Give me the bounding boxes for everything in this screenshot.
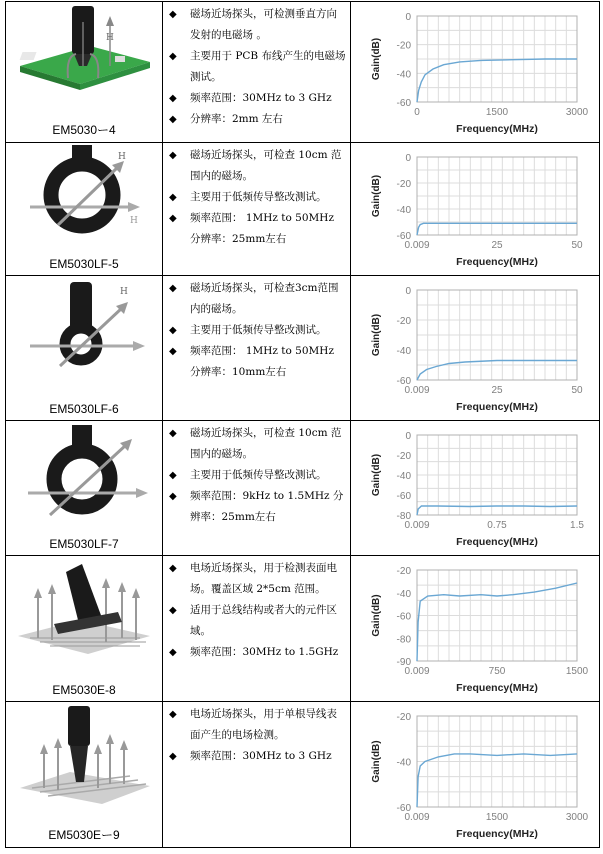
probe-image-cell [6, 702, 163, 848]
y-tick-label: -20 [396, 316, 411, 327]
table-row [6, 143, 600, 276]
list-item: ◆ 主要用于 PCB 布线产生的电磁场测试。 [163, 46, 350, 88]
x-axis-label: Frequency(MHz) [456, 682, 538, 694]
y-tick-label: -20 [396, 566, 411, 577]
table-row [6, 556, 600, 702]
diamond-bullet-icon: ◆ [169, 709, 177, 720]
x-tick-label: 0.75 [487, 520, 507, 531]
x-tick-label: 3000 [565, 107, 589, 118]
gain-chart [353, 145, 597, 273]
list-item: ◆ 适用于总线结构或者大的元件区域。 [163, 600, 350, 642]
list-item: ◆ 频率范围：30MHz to 3 GHz [163, 88, 350, 109]
diamond-bullet-icon: ◆ [169, 150, 177, 161]
y-axis-label: Gain(dB) [371, 740, 382, 783]
gain-chart [353, 558, 597, 699]
diamond-bullet-icon: ◆ [169, 751, 177, 762]
list-item: ◆ 主要用于低频传导整改测试。 [163, 187, 350, 208]
y-tick-label: -40 [396, 588, 411, 600]
x-tick-label: 0.009 [404, 240, 430, 251]
chart-cell [351, 2, 600, 143]
diamond-bullet-icon: ◆ [169, 114, 177, 125]
y-tick-label: -80 [396, 634, 411, 646]
x-axis-label: Frequency(MHz) [456, 536, 538, 548]
description-cell [163, 2, 351, 143]
x-tick-label: 1500 [485, 107, 509, 118]
y-tick-label: -60 [396, 376, 411, 387]
description-cell [163, 276, 351, 421]
x-tick-label: 1500 [565, 666, 589, 677]
y-tick-label: 0 [405, 431, 411, 442]
loop-probe-illustration [10, 145, 158, 245]
list-item: ◆ 频率范围： 1MHz to 50MHz 分辨率：10mm左右 [163, 341, 350, 383]
list-item: ◆ 分辨率：2mm 左右 [163, 109, 350, 130]
model-name: EM5030Eー9 [48, 828, 120, 842]
gain-chart [353, 704, 597, 845]
gain-series-line [417, 59, 577, 102]
diamond-bullet-icon: ◆ [169, 346, 177, 357]
list-item: ◆ 频率范围：30MHz to 1.5GHz [163, 642, 350, 663]
description-cell [163, 143, 351, 276]
y-tick-label: -40 [396, 471, 411, 482]
list-item: ◆ 主要用于低频传导整改测试。 [163, 320, 350, 341]
feature-list [163, 558, 350, 663]
y-axis-label: Gain(dB) [371, 594, 382, 637]
x-axis-label: Frequency(MHz) [456, 828, 538, 840]
probe-spec-table [5, 1, 600, 848]
gain-series-line [417, 361, 577, 381]
description-cell [163, 556, 351, 702]
x-tick-label: 3000 [565, 812, 589, 823]
x-tick-label: 0.009 [404, 520, 430, 531]
table-row [6, 702, 600, 848]
x-tick-label: 1500 [485, 812, 509, 823]
diamond-bullet-icon: ◆ [169, 51, 177, 62]
probe-image-cell [6, 421, 163, 556]
x-tick-label: 0.009 [404, 812, 430, 823]
y-axis-label: Gain(dB) [371, 453, 382, 497]
chart-cell [351, 421, 600, 556]
description-cell [163, 421, 351, 556]
wire-e-probe-illustration [10, 704, 158, 804]
diamond-bullet-icon: ◆ [169, 9, 177, 20]
chart-cell [351, 276, 600, 421]
y-axis-label: Gain(dB) [371, 174, 382, 218]
y-tick-label: -20 [396, 179, 411, 190]
y-tick-label: 0 [405, 153, 411, 164]
feature-list [163, 704, 350, 767]
list-item: ◆ 磁场近场探头，可检查 10cm 范围内的磁场。 [163, 423, 350, 465]
chart-cell [351, 702, 600, 848]
gain-series-line [417, 583, 577, 661]
y-tick-label: -60 [396, 611, 411, 623]
x-tick-label: 0.009 [404, 666, 430, 677]
diamond-bullet-icon: ◆ [169, 93, 177, 104]
list-item: ◆ 主要用于低频传导整改测试。 [163, 465, 350, 486]
x-tick-label: 750 [488, 666, 506, 677]
y-axis-label: Gain(dB) [371, 37, 382, 81]
model-name: EM5030LF-5 [49, 257, 119, 271]
x-tick-label: 50 [571, 240, 583, 251]
x-tick-label: 0 [414, 107, 420, 118]
x-tick-label: 50 [571, 385, 583, 396]
diamond-bullet-icon: ◆ [169, 647, 177, 658]
e-field-probe-illustration [10, 558, 158, 658]
svg-text:H: H [130, 216, 138, 226]
y-tick-label: -20 [396, 40, 411, 52]
x-axis-label: Frequency(MHz) [456, 256, 538, 268]
table-row [6, 276, 600, 421]
gain-series-line [417, 223, 577, 235]
large-loop-probe-illustration [10, 423, 158, 523]
y-tick-label: -60 [396, 231, 411, 242]
pcb-probe-illustration [10, 4, 158, 104]
y-tick-label: -60 [396, 491, 411, 502]
y-tick-label: -90 [396, 657, 411, 668]
gain-chart [353, 4, 597, 140]
list-item: ◆ 频率范围： 1MHz to 50MHz 分辨率：25mm左右 [163, 208, 350, 250]
gain-chart [353, 278, 597, 418]
y-tick-label: 0 [405, 12, 411, 23]
chart-cell [351, 556, 600, 702]
diamond-bullet-icon: ◆ [169, 213, 177, 224]
x-axis-label: Frequency(MHz) [456, 401, 538, 413]
small-loop-probe-illustration [10, 278, 158, 378]
probe-image-cell [6, 556, 163, 702]
y-axis-label: Gain(dB) [371, 313, 382, 357]
x-tick-label: 25 [491, 240, 503, 251]
svg-text:H: H [106, 33, 114, 43]
probe-image-cell [6, 276, 163, 421]
list-item: ◆ 频率范围：9kHz to 1.5MHz 分辨率：25mm左右 [163, 486, 350, 528]
y-tick-label: 0 [405, 286, 411, 297]
gain-chart [353, 423, 597, 553]
table-row [6, 2, 600, 143]
y-tick-label: -20 [396, 451, 411, 462]
list-item: ◆ 磁场近场探头，可检查3cm范围内的磁场。 [163, 278, 350, 320]
x-tick-label: 25 [491, 385, 503, 396]
x-tick-label: 0.009 [404, 385, 430, 396]
svg-text:H: H [118, 152, 126, 162]
diamond-bullet-icon: ◆ [169, 428, 177, 439]
model-name: EM5030LF-7 [49, 537, 119, 551]
gain-series-line [417, 506, 577, 515]
chart-cell [351, 143, 600, 276]
probe-image-cell [6, 2, 163, 143]
diamond-bullet-icon: ◆ [169, 325, 177, 336]
list-item: ◆ 磁场近场探头，可检查 10cm 范围内的磁场。 [163, 145, 350, 187]
diamond-bullet-icon: ◆ [169, 470, 177, 481]
y-tick-label: -40 [396, 205, 411, 216]
description-cell [163, 702, 351, 848]
diamond-bullet-icon: ◆ [169, 192, 177, 203]
x-axis-label: Frequency(MHz) [456, 123, 538, 135]
list-item: ◆ 电场近场探头，用于单根导线表面产生的电场检测。 [163, 704, 350, 746]
diamond-bullet-icon: ◆ [169, 605, 177, 616]
y-tick-label: -60 [396, 803, 411, 814]
diamond-bullet-icon: ◆ [169, 563, 177, 574]
diamond-bullet-icon: ◆ [169, 283, 177, 294]
model-name: EM5030ー4 [52, 123, 116, 137]
x-tick-label: 1.5 [570, 520, 584, 531]
y-tick-label: -40 [396, 69, 411, 81]
table-row [6, 421, 600, 556]
feature-list [163, 4, 350, 130]
y-tick-label: -80 [396, 511, 411, 522]
model-name: EM5030LF-6 [49, 402, 119, 416]
feature-list [163, 423, 350, 528]
list-item: ◆ 磁场近场探头，可检测垂直方向发射的电磁场 。 [163, 4, 350, 46]
model-name: EM5030E-8 [52, 683, 116, 697]
list-item: ◆ 电场近场探头，用于检测表面电场。覆盖区域 2*5cm 范围。 [163, 558, 350, 600]
svg-text:H: H [120, 287, 128, 297]
y-tick-label: -60 [396, 98, 411, 109]
diamond-bullet-icon: ◆ [169, 491, 177, 502]
probe-image-cell [6, 143, 163, 276]
y-tick-label: -40 [396, 346, 411, 357]
y-tick-label: -20 [396, 712, 411, 723]
feature-list [163, 278, 350, 383]
list-item: ◆ 频率范围：30MHz to 3 GHz [163, 746, 350, 767]
y-tick-label: -40 [396, 757, 411, 769]
feature-list [163, 145, 350, 250]
